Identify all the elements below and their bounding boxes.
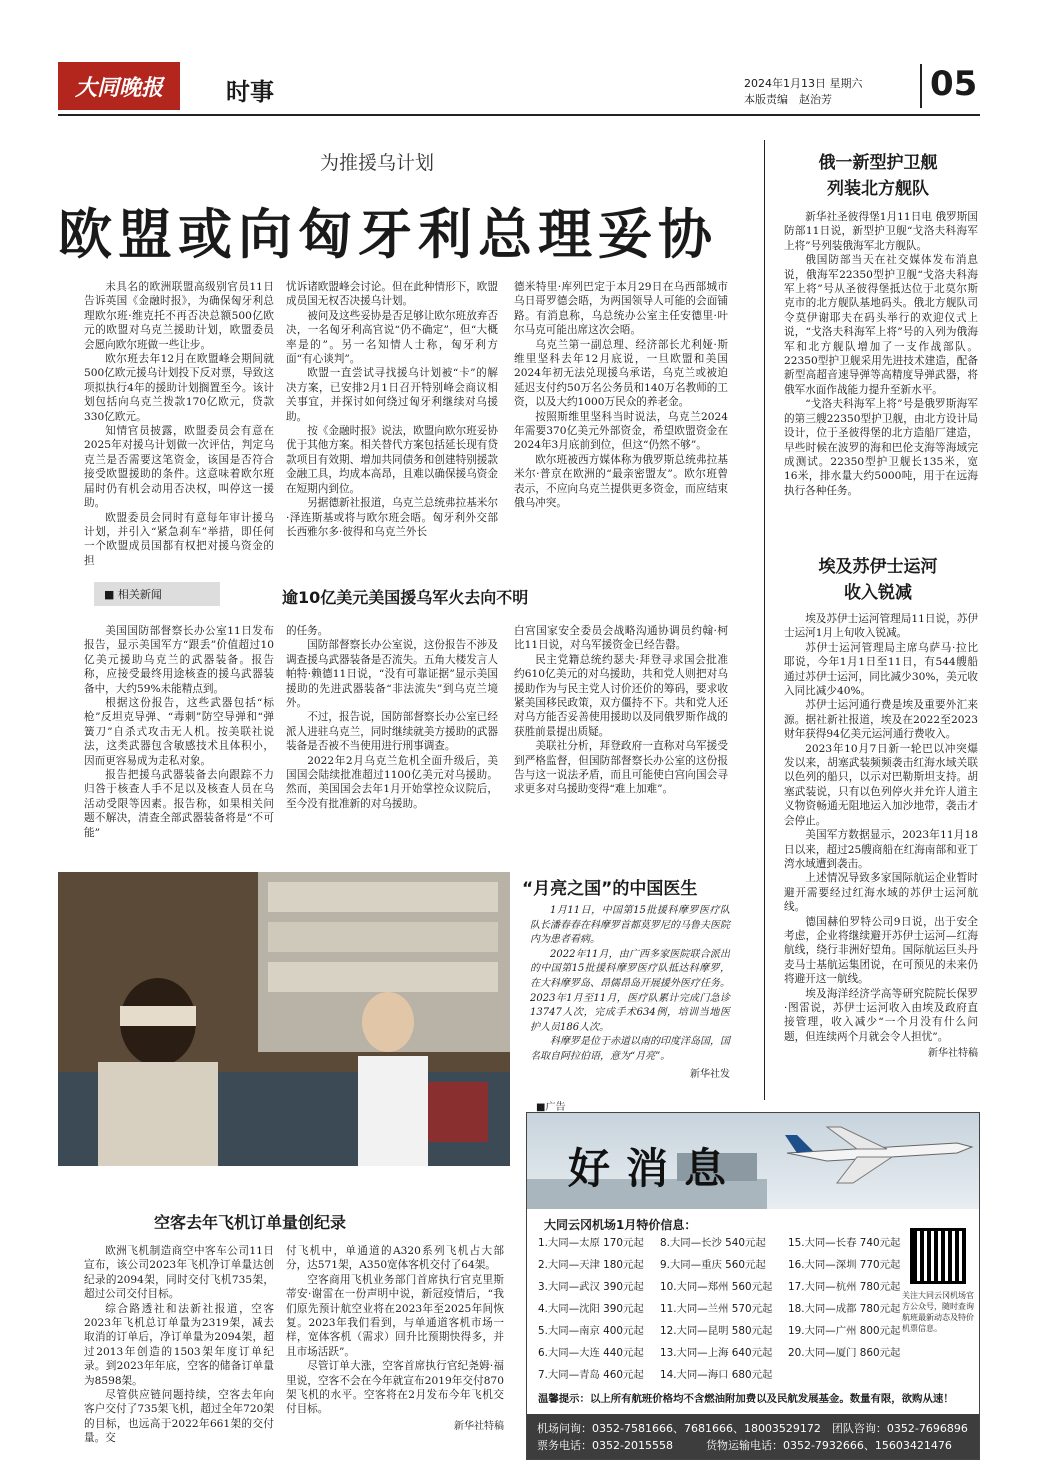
paragraph: 苏伊士运河管理局主席乌萨马·拉比耶说，今年1月1日至11日，有544艘船通过苏伊士运河，同比减少30%，美元收入同比减少40%。 xyxy=(784,641,978,698)
paragraph: 付飞机中，单通道的A320系列飞机占大部分，达571架，A350宽体客机交付了64架。 xyxy=(286,1245,504,1272)
moon-title: “月亮之国”的中国医生 xyxy=(522,879,698,899)
moon-body xyxy=(530,904,730,1080)
deal-row xyxy=(538,1232,906,1386)
deal-item: 4.大同—沈阳 390元起 xyxy=(538,1303,644,1315)
paragraph: 欧洲飞机制造商空中客车公司11日宣布，该公司2023年飞机净订单量达创纪录的2094架，同时交付飞机735架，超过公司交付目标。 xyxy=(84,1245,274,1301)
contact-line-2: 票务电话：0352-2015558 货物运输电话：0352-7932666、15603421476 xyxy=(537,1439,952,1452)
deal-item: 17.大同—杭州 780元起 xyxy=(788,1281,901,1293)
paragraph: 美国军方数据显示，2023年11月18日以来，超过25艘商船在红海南部和亚丁湾水域遭到袭击。 xyxy=(784,829,978,870)
orders-column-2 xyxy=(286,1244,504,1432)
paragraph: 欧尔班去年12月在欧盟峰会期间就500亿欧元援乌计划投下反对票，导致这项拟执行4年的援助计划搁置至今。该计划包括向乌克兰拨款170亿欧元，贷款330亿欧元。 xyxy=(84,353,274,423)
deal-item: 15.大同—长春 740元起 xyxy=(788,1237,901,1249)
paragraph: 欧盟委员会同时有意每年审计援乌计划，并引入“紧急刹车”举措，即任何一个欧盟成员国都有权把对援乌资金的担 xyxy=(84,511,274,567)
paragraph: 2022年2月乌克兰危机全面升级后，美国国会陆续批准超过1100亿美元对乌援助。然而，美国国会去年1月开始掌控众议院后，至今没有批准新的对乌援助。 xyxy=(286,754,498,810)
paragraph: 德国赫伯罗特公司9日说，出于安全考虑，企业将继续避开苏伊士运河—红海航线，绕行非洲好望角。国际航运巨头丹麦马士基航运集团说，在可预见的未来仍将避开这一航线。 xyxy=(784,915,978,986)
deal-item: 6.大同—大连 440元起 xyxy=(538,1347,644,1359)
lead-kicker: 为推援乌计划 xyxy=(320,152,435,174)
deal-item: 10.大同—郑州 560元起 xyxy=(660,1281,773,1293)
lead-column-1 xyxy=(84,280,274,568)
paragraph: 苏伊士运河通行费是埃及重要外汇来源。据社新社报道，埃及在2022至2023财年获得94亿美元运河通行费收入。 xyxy=(784,699,978,741)
paragraph: 按《金融时报》说法，欧盟向欧尔班妥协优于其他方案。相关替代方案包括延长现有贷款项目有效期、增加共同债务和创建特别援款金融工具，均成本高昂，且难以确保援乌资金在短期内到位。 xyxy=(286,425,498,495)
paragraph: 报告把援乌武器装备去向跟踪不力归咎于核查人手不足以及核查人员在乌活动受限等因素。报告称，如果相关问题不解决，清查全部武器装备将是“不可能” xyxy=(84,769,274,839)
page-number: 05 xyxy=(930,64,978,104)
side1-title xyxy=(780,150,976,202)
side2-body xyxy=(784,612,978,1059)
paragraph: 德米特里·库列巴定于本月29日在乌西部城市乌日哥罗德会晤，为两国领导人可能的会面铺路。有消息称，乌总统办公室主任安德里·叶尔马克可能出席这次会晤。 xyxy=(514,281,728,337)
orders-column-1 xyxy=(84,1244,274,1446)
paragraph: 根据这份报告，这些武器包括“标枪”反坦克导弹、“毒刺”防空导弹和“弹簧刀”自杀式攻击无人机。按美联社说法，这类武器包含敏感技术且体积小，因而更容易成为走私对象。 xyxy=(84,697,274,767)
qr-note: 关注大同云冈机场官方公众号，随时查询航班最新动态及特价机票信息。 xyxy=(902,1291,974,1333)
date-text: 2024年1月13日 星期六 xyxy=(744,77,863,90)
side2-source: 新华社特稿 xyxy=(928,1048,978,1060)
side2-title-line2: 收入锐减 xyxy=(844,583,912,603)
lead-column-2 xyxy=(286,280,498,539)
paragraph: 被问及这些妥协是否足够让欧尔班放弃否决，一名匈牙利高官说“仍不确定”，但“大概率是的”。另一名知情人士称，匈牙利方面“有心谈判”。 xyxy=(286,309,498,366)
paragraph: 埃及海洋经济学高等研究院院长保罗·图雷说，苏伊士运河收入由埃及政府直接管理，收入减少“一个月没有什么问题，但连续两个月就会令人担忧”。 xyxy=(784,987,978,1043)
ad-tag: ■广告 xyxy=(536,1102,566,1113)
paragraph: 埃及苏伊士运河管理局11日说，苏伊士运河1月上旬收入锐减。 xyxy=(784,613,978,640)
side2-title xyxy=(780,554,976,606)
paragraph: 上述情况导致多家国际航运企业暂时避开需要经过红海水域的苏伊士运河航线。 xyxy=(784,872,978,914)
paragraph: 欧尔班被西方媒体称为俄罗斯总统弗拉基米尔·普京在欧洲的“最亲密盟友”。欧尔班曾表示，不应向乌克兰提供更多资金，而应结束俄乌冲突。 xyxy=(514,453,728,510)
side1-title-line1: 俄一新型护卫舰 xyxy=(818,153,938,173)
paragraph: 知情官员披露，欧盟委员会有意在2025年对援乌计划做一次评估，判定乌克兰是否需要这笔资金，该国是否符合接受欧盟援助的条件。这意味着欧尔班届时仍有机会动用否决权，叫停这一援助。 xyxy=(84,425,274,510)
lead-column-3 xyxy=(514,280,728,511)
issue-date xyxy=(744,76,863,108)
related-column-2 xyxy=(286,624,498,811)
related-column-3 xyxy=(514,624,728,797)
column-divider xyxy=(764,140,765,1100)
paragraph: 2022年11月，由广西多家医院联合派出的中国第15批援科摩罗医疗队抵达科摩罗，在大科摩罗岛、昂儒昂岛开展援外医疗任务。2023年1月至11月，医疗队累计完成门急诊13747人次，完成手术634例，培训当地医护人员186人次。 xyxy=(530,948,730,1033)
paragraph: 新华社圣彼得堡1月11日电 俄罗斯国防部11日说，新型护卫舰“戈洛夫科海军上将”号列装俄海军北方舰队。 xyxy=(784,211,978,252)
deal-table xyxy=(538,1232,906,1386)
paragraph: 的任务。 xyxy=(286,625,329,637)
moon-source: 新华社发 xyxy=(690,1068,730,1080)
paragraph: 空客商用飞机业务部门首席执行官克里斯蒂安·谢雷在一份声明中说，新冠疫情后，“我们原先预计航空业将在2023年至2025年间恢复。2023年我们看到，与单通道客机市场一样，宽体客机（需求）回升比预期快得多，并且市场活跃”。 xyxy=(286,1273,504,1358)
deal-item xyxy=(788,1364,906,1386)
side1-title-line2: 列装北方舰队 xyxy=(827,179,929,199)
deal-item: 13.大同—上海 640元起 xyxy=(660,1347,773,1359)
deal-item: 3.大同—武汉 390元起 xyxy=(538,1281,644,1293)
ad-subtitle: 大同云冈机场1月特价信息： xyxy=(544,1218,697,1232)
newspaper-logo: 大同晚报 xyxy=(58,62,180,110)
side2-title-line1: 埃及苏伊士运河 xyxy=(818,557,938,577)
related-news-tag: ■ 相关新闻 xyxy=(94,582,220,606)
paragraph: 国防部督察长办公室说，这份报告不涉及调查援乌武器装备是否流失。五角大楼发言人帕特·赖德11日说，“没有可靠证据”显示美国援助的先进武器装备“非法流失”到乌克兰境外。 xyxy=(286,639,498,710)
paragraph: 忧诉诸欧盟峰会讨论。但在此种情形下，欧盟成员国无权否决援乌计划。 xyxy=(286,281,498,308)
paragraph: 民主党籍总统约瑟夫·拜登寻求国会批准约610亿美元的对乌援助，共和党人则把对乌援助作为与民主党人讨价还价的筹码，要求收紧美国移民政策，双方僵持不下。共和党人还对乌方能否妥善使用援助以及同俄罗斯作战的获胜前景提出质疑。 xyxy=(514,653,728,738)
paragraph: 2023年10月7日新一轮巴以冲突爆发以来，胡塞武装频频袭击红海水域关联以色列的船只，以示对巴勒斯坦支持。胡塞武装说，只有以色列停火并允许人道主义物资畅通无阻地运入加沙地带，袭击才会停止。 xyxy=(784,742,978,827)
deal-item: 16.大同—深圳 770元起 xyxy=(788,1259,901,1271)
paragraph: 综合路透社和法新社报道，空客2023年飞机总订单量为2319架，减去取消的订单后，净订单量为2094架，超过2013年创造的1503架年度订单纪录。到2023年年底，空客的储备订单量为8598架。 xyxy=(84,1302,274,1387)
deal-item: 9.大同—重庆 560元起 xyxy=(660,1259,766,1271)
paragraph: 未具名的欧洲联盟高级别官员11日告诉英国《金融时报》，为确保匈牙利总理欧尔班·维克托不再否决总额500亿欧元的欧盟对乌克兰援助计划，欧盟委员会愿向欧尔班做一些让步。 xyxy=(84,281,274,351)
ad-notice: 温馨提示：以上所有航班价格均不含燃油附加费以及民航发展基金。数量有限，欲购从速！ xyxy=(538,1393,954,1405)
related-column-1 xyxy=(84,624,274,840)
contact-line-1: 机场问询：0352-7581666、7681666、18003529172 团队咨询：0352-7696896 xyxy=(537,1422,968,1435)
doctor-patient-image xyxy=(58,872,510,1166)
paragraph: 欧盟一直尝试寻找援乌计划被“卡”的解决方案，已安排2月1日召开特别峰会商议相关事宜，并探讨如何绕过匈牙利继续对乌援助。 xyxy=(286,367,498,423)
ad-contact xyxy=(527,1414,979,1459)
header-divider xyxy=(920,64,922,108)
paragraph: 另据德新社报道，乌克兰总统弗拉基米尔·泽连斯基或将与欧尔班会晤。匈牙利外交部长西雅尔多·彼得和乌克兰外长 xyxy=(286,497,498,538)
paragraph: 按照斯维里坚科当时说法，乌克兰2024年需要370亿美元外部资金，希望欧盟资金在2024年3月底前到位，但这“仍然不够”。 xyxy=(514,410,728,452)
deal-item: 8.大同—长沙 540元起 xyxy=(660,1237,766,1249)
section-title: 时事 xyxy=(226,78,274,106)
deal-item: 2.大同—天津 180元起 xyxy=(538,1259,644,1271)
orders-source: 新华社特稿 xyxy=(454,1420,504,1432)
news-photo xyxy=(58,872,510,1166)
paragraph: 乌克兰第一副总理、经济部长尤利娅·斯维里坚科去年12月底说，一旦欧盟和美国2024年初无法兑现援乌承诺，乌克兰或被迫延迟支付约50万名公务员和140万名教师的工资，以及大约1000万民众的养老金。 xyxy=(514,338,728,409)
lead-headline: 欧盟或向匈牙利总理妥协 xyxy=(58,203,718,266)
side1-body xyxy=(784,210,978,498)
paragraph: 尽管供应链问题持续，空客去年向客户交付了735架飞机，超过全年720架的目标，也远高于2022年661架的交付量。交 xyxy=(84,1389,274,1445)
paragraph: 1月11日，中国第15批援科摩罗医疗队队长潘春春在科摩罗首都莫罗尼的马鲁夫医院内为患者看病。 xyxy=(530,905,730,946)
deal-item: 11.大同—兰州 570元起 xyxy=(660,1303,773,1315)
paragraph: 不过，报告说，国防部督察长办公室已经派人进驻乌克兰，同时继续就美方援助的武器装备是否被不当使用进行刑事调查。 xyxy=(286,711,498,753)
paragraph: 尽管订单大涨，空客首席执行官纪尧姆·福里说，空客不会在今年就宣布2019年交付870架飞机的水平。空客将在2月发布今年飞机交付目标。 xyxy=(286,1360,504,1416)
header-rule xyxy=(58,114,980,116)
deal-item: 5.大同—南京 400元起 xyxy=(538,1325,644,1337)
deal-item: 12.大同—昆明 580元起 xyxy=(660,1325,773,1337)
related-title: 逾10亿美元美国援乌军火去向不明 xyxy=(282,588,529,607)
paragraph: 美联社分析，拜登政府一直称对乌军援受到严格监督，但国防部督察长办公室的这份报告与这一说法矛盾，而且可能使白宫向国会寻求更多对乌援助变得“难上加难”。 xyxy=(514,740,728,796)
deal-item: 20.大同—厦门 860元起 xyxy=(788,1347,901,1359)
orders-title: 空客去年飞机订单量创纪录 xyxy=(154,1213,347,1232)
ad-title: 好消息 xyxy=(568,1144,743,1193)
qr-code-icon[interactable] xyxy=(910,1228,966,1284)
deal-item: 18.大同—成都 780元起 xyxy=(788,1303,901,1315)
deal-item: 14.大同—海口 680元起 xyxy=(660,1369,773,1381)
editor-text: 本版责编 赵治芳 xyxy=(744,93,832,106)
paragraph: 科摩罗是位于赤道以南的印度洋岛国，国名取自阿拉伯语，意为“月亮”。 xyxy=(530,1036,730,1062)
paragraph: “戈洛夫科海军上将”号是俄罗斯海军的第三艘22350型护卫舰，由北方设计局设计，位于圣彼得堡的北方造船厂建造，早些时候在波罗的海和巴伦支海等海域完成测试。22350型护卫舰长135米，宽16米，排水量大约5000吨，用于在远海执行各种任务。 xyxy=(784,398,978,497)
deal-item: 7.大同—青岛 460元起 xyxy=(538,1369,644,1381)
deal-item: 1.大同—太原 170元起 xyxy=(538,1237,644,1249)
deal-item: 19.大同—广州 800元起 xyxy=(788,1325,901,1337)
paragraph: 美国国防部督察长办公室11日发布报告，显示美国军方“跟丢”价值超过10亿美元援助乌克兰的武器装备。报告称，应接受最终用途核查的援乌武器装备中，大约59%未能精点到。 xyxy=(84,625,274,695)
paragraph: 俄国防部当天在社交媒体发布消息说，俄海军22350型护卫舰“戈洛夫科海军上将”号从圣彼得堡抵达位于北莫尔斯克市的北方舰队基地码头。俄北方舰队司令莫伊谢耶夫在码头举行的欢迎仪式上说，“戈洛夫科海军上将”号的入列为俄海军和北方舰队增加了一支作战部队。22350型护卫舰采用先进技术建造，配备新型高超音速导弹等高精度导弹武器，将俄军水面作战能力提升至新水平。 xyxy=(784,254,978,396)
paragraph: 白宫国家安全委员会战略沟通协调员约翰·柯比11日说，对乌军援资金已经告罄。 xyxy=(514,625,728,652)
